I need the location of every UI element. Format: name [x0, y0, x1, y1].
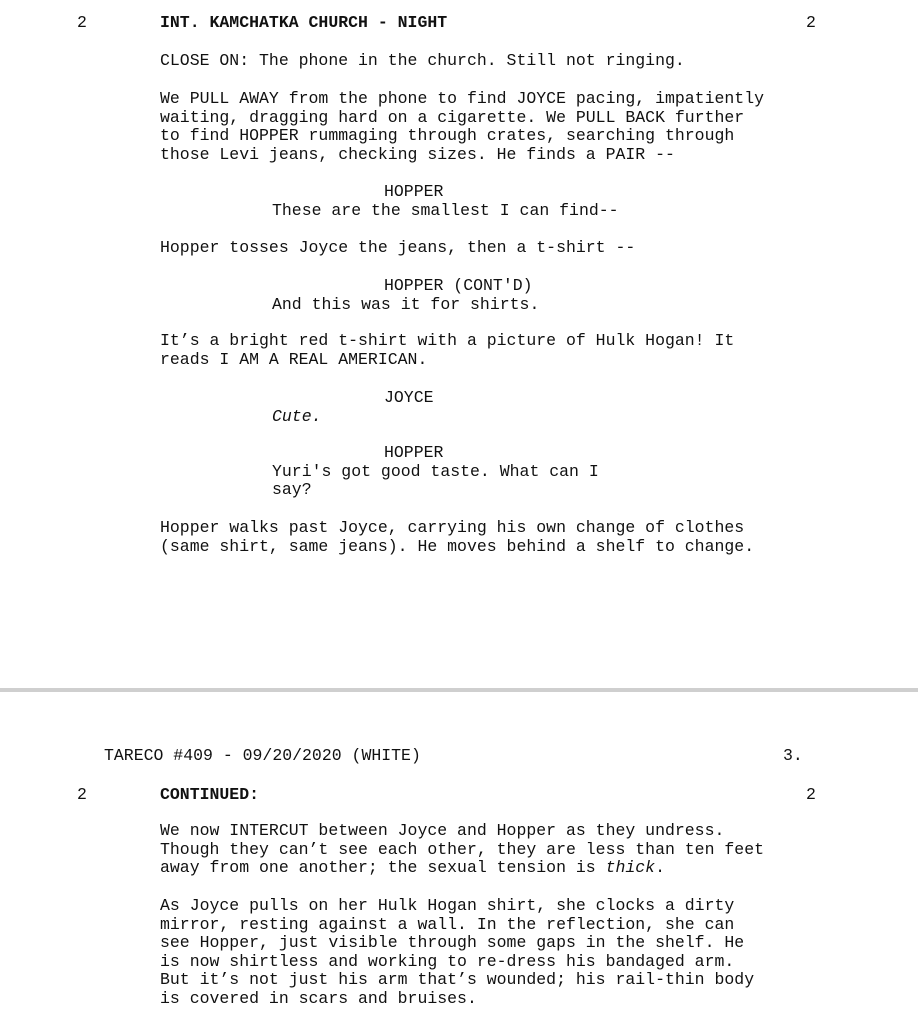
emphasis-text: thick	[605, 858, 656, 878]
action-line: Hopper tosses Joyce the jeans, then a t-shirt --	[160, 238, 636, 257]
character-name: JOYCE	[384, 388, 434, 407]
action-text: .	[655, 858, 665, 878]
scene-heading: INT. KAMCHATKA CHURCH - NIGHT	[160, 13, 448, 32]
action-line: waiting, dragging hard on a cigarette. We PULL BACK further	[160, 107, 745, 127]
action-line: is covered in scars and bruises.	[160, 989, 477, 1008]
action-line: mirror, resting against a wall. In the reflection, she can	[160, 914, 735, 934]
action-line	[160, 859, 665, 878]
dialogue-line: Cute.	[272, 406, 322, 426]
dialogue-line: Yuri's got good taste. What can I	[272, 461, 599, 481]
script-page-2	[0, 692, 918, 1024]
action-line: reads I AM A REAL AMERICAN.	[160, 349, 428, 369]
action-line: see Hopper, just visible through some gaps in the shelf. He	[160, 933, 745, 953]
dialogue-line: These are the smallest I can find--	[272, 200, 619, 220]
action-text: away from one another; the sexual tension is	[160, 858, 606, 878]
character-name: HOPPER (CONT'D)	[384, 276, 533, 295]
action-line: (same shirt, same jeans). He moves behind a shelf to change.	[160, 536, 755, 556]
scene-number-left: 2	[77, 13, 87, 32]
page-header-revision: TARECO #409 - 09/20/2020 (WHITE)	[104, 746, 421, 765]
action-line: But it’s not just his arm that’s wounded; his rail-thin body	[160, 970, 755, 990]
dialogue-line: And this was it for shirts.	[272, 294, 540, 314]
scene-number-right: 2	[806, 785, 816, 804]
action-line: those Levi jeans, checking sizes. He finds a PAIR --	[160, 144, 675, 164]
page-number: 3.	[783, 746, 803, 765]
action-line: Hopper walks past Joyce, carrying his own change of clothes	[160, 518, 745, 537]
continued-label: CONTINUED:	[160, 785, 260, 804]
action-line: We PULL AWAY from the phone to find JOYCE pacing, impatiently	[160, 89, 764, 108]
action-line: As Joyce pulls on her Hulk Hogan shirt, she clocks a dirty	[160, 896, 735, 915]
action-line: It’s a bright red t-shirt with a picture of Hulk Hogan! It	[160, 331, 735, 350]
action-line: CLOSE ON: The phone in the church. Still not ringing.	[160, 51, 685, 70]
action-line: is now shirtless and working to re-dress his bandaged arm.	[160, 951, 735, 971]
scene-number-left: 2	[77, 785, 87, 804]
character-name: HOPPER	[384, 182, 444, 201]
action-line: to find HOPPER rummaging through crates, searching through	[160, 126, 735, 146]
action-line: Though they can’t see each other, they are less than ten feet	[160, 839, 764, 859]
action-line: We now INTERCUT between Joyce and Hopper as they undress.	[160, 821, 725, 840]
character-name: HOPPER	[384, 443, 444, 462]
dialogue-line: say?	[272, 480, 312, 500]
scene-number-right: 2	[806, 13, 816, 32]
